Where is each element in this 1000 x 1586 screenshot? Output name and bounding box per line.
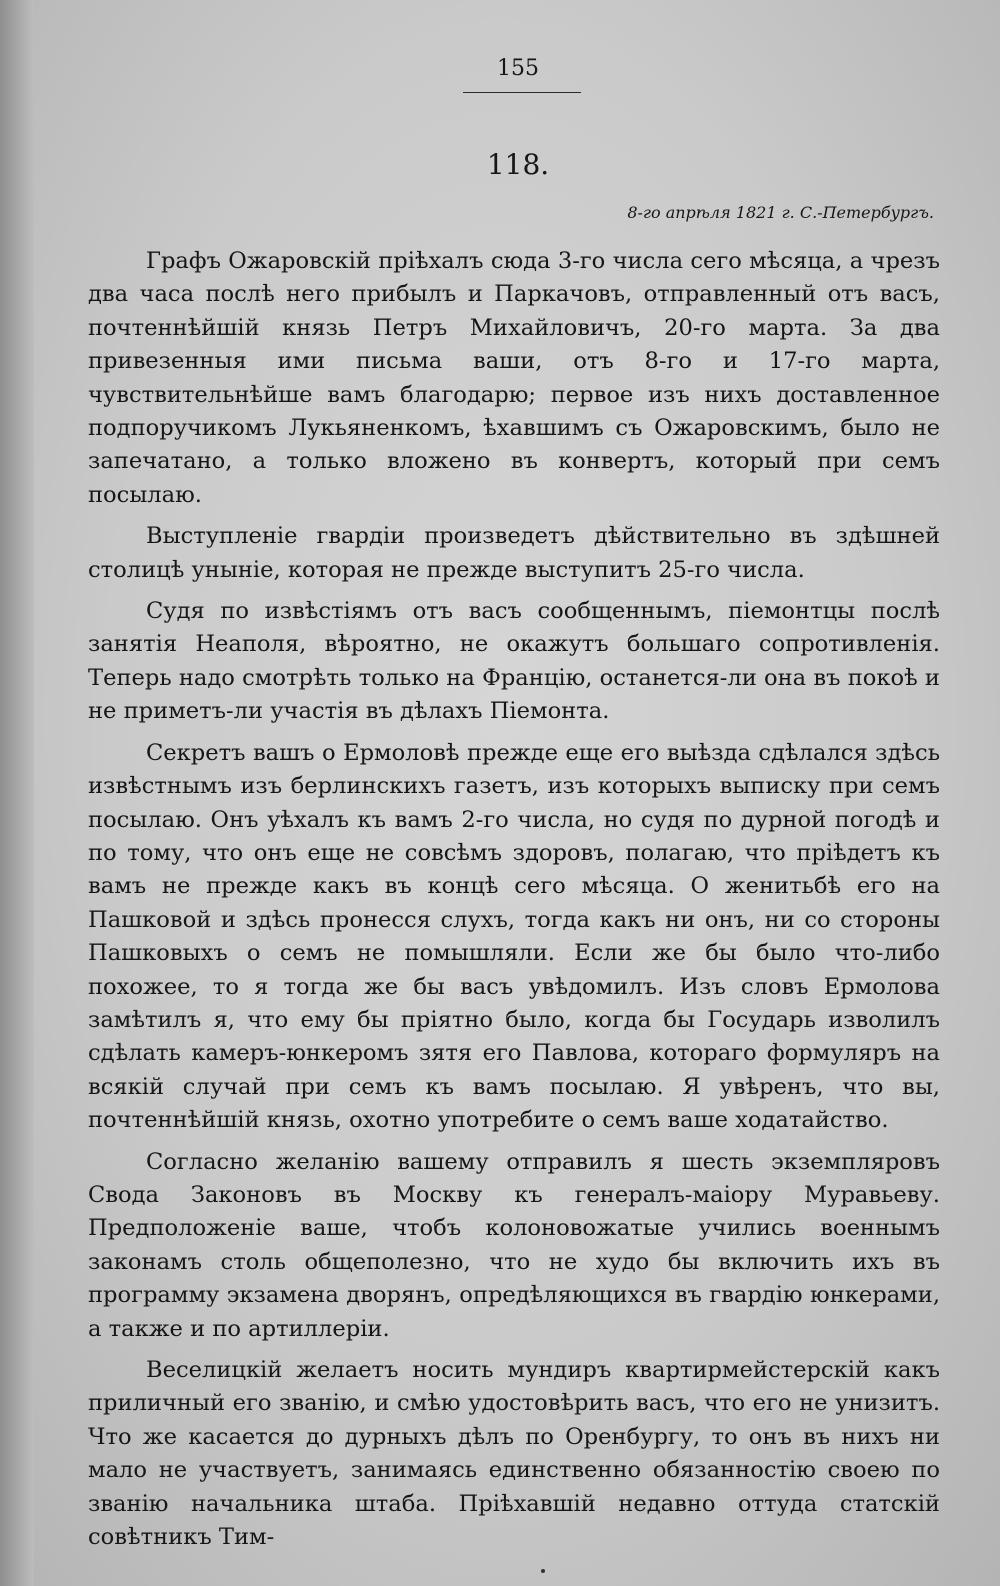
paragraph: Графъ Ожаровскій пріѣхалъ сюда 3-го числа сего мѣсяца, а чрезъ два часа послѣ него прибылъ и Паркачовъ, отправленный отъ васъ, почтеннѣйшій князь Петръ Михайловичъ, 20-го марта. За два привезенныя ими письма ваши, отъ 8-го и 17-го марта, чувствительнѣйше вамъ благодарю; первое изъ нихъ доставленное подпоручикомъ Лукьяненкомъ, ѣхавшимъ съ Ожаровскимъ, было не запечатано, а только вложено въ конвертъ, который при семъ посылаю. (88, 248, 940, 508)
page-number: 155 (497, 56, 539, 81)
letter-body (88, 245, 940, 1554)
paragraph: Судя по извѣстіямъ отъ васъ сообщеннымъ, піемонтцы послѣ занятія Неаполя, вѣроятно, не окажутъ большаго сопротивленія. Теперь надо смотрѣть только на Францію, останется-ли она въ покоѣ и не приметъ-ли участія въ дѣлахъ Піемонта. (88, 598, 940, 725)
dateline: 8-го апрѣля 1821 г. С.-Петербургъ. (627, 203, 934, 222)
letter-number: 118. (486, 148, 550, 181)
header-rule (463, 92, 581, 93)
paragraph: Согласно желанію вашему отправилъ я шесть экземпляровъ Свода Законовъ въ Москву къ генералъ-маіору Муравьеву. Предположеніе ваше, чтобъ колоновожатые учились военнымъ законамъ столь общеполезно, что не худо бы включить ихъ въ программу экзамена дворянъ, опредѣляющихся въ гвардію юнкерами, а также и по артиллеріи. (88, 1148, 940, 1342)
page-binding-shadow (0, 0, 34, 1586)
ink-speck (541, 1569, 545, 1573)
paragraph: Выступленіе гвардіи произведетъ дѣйствительно въ здѣшней столицѣ уныніе, которая не прежде выступитъ 25-го числа. (88, 523, 940, 583)
text-block (88, 58, 940, 1554)
paragraph: Секретъ вашъ о Ермоловѣ прежде еще его выѣзда сдѣлался здѣсь извѣстнымъ изъ берлинскихъ газетъ, изъ которыхъ выписку при семъ посылаю. Онъ уѣхалъ къ вамъ 2-го числа, но судя по дурной погодѣ и по тому, что онъ еще не совсѣмъ здоровъ, полагаю, что пріѣдетъ къ вамъ не прежде какъ въ концѣ сего мѣсяца. О женитьбѣ его на Пашковой и здѣсь пронесся слухъ, тогда какъ ни онъ, ни со стороны Пашковыхъ о семъ не помышляли. Если же бы было что-либо похожее, то я тогда же бы васъ увѣдомилъ. Изъ словъ Ермолова замѣтилъ я, что ему бы пріятно было, когда бы Государь изволилъ сдѣлать камеръ-юнкеромъ зятя его Павлова, котораго формуляръ на всякій случай при семъ къ вамъ посылаю. Я увѣренъ, что вы, почтеннѣйшій князь, охотно употребите о семъ ваше ходатайство. (88, 739, 940, 1134)
paragraph: Веселицкій желаетъ носить мундиръ квартирмейстерскій какъ приличный его званію, и смѣю удостовѣрить васъ, что его не унизитъ. Что же касается до дурныхъ дѣлъ по Оренбургу, то онъ въ нихъ ни мало не участвуетъ, занимаясь единственно обязанностію своею по званію начальника штаба. Пріѣхавшій недавно оттуда статскій совѣтникъ Тим- (88, 1357, 940, 1551)
